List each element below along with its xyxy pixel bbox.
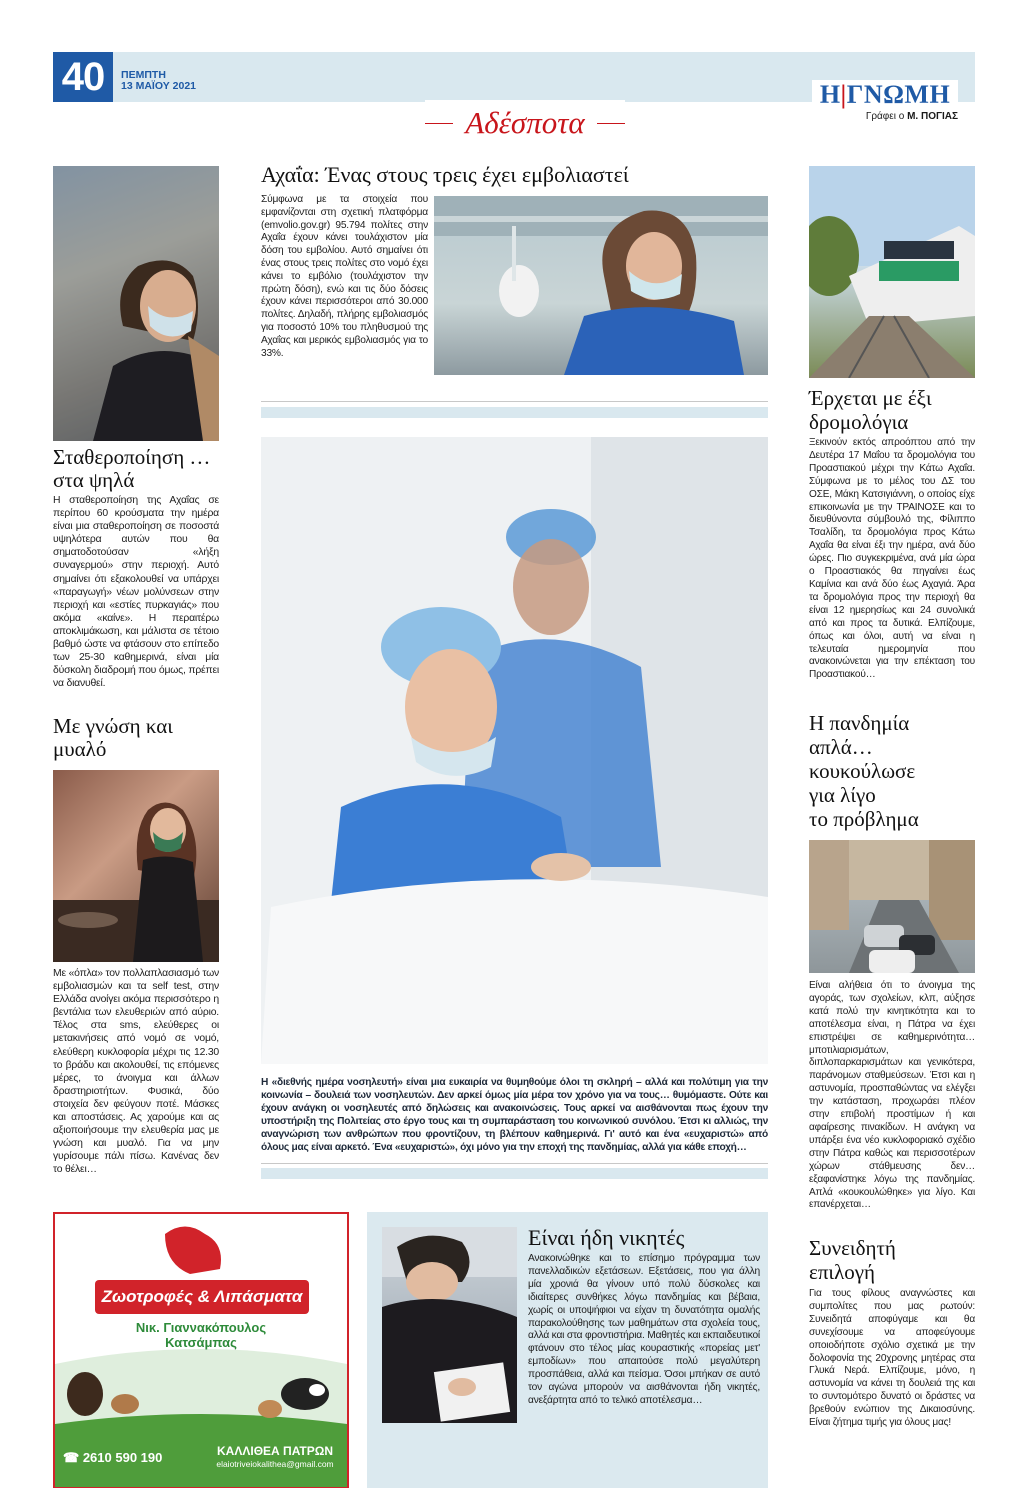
right-art2-body: Είναι αλήθεια ότι το άνοιγμα της αγοράς, των σχολείων, κλπ, αύξησε κατά πολύ την κινητικότητα και το αποτέλεσμα είναι, η Πάτρα να έχει επιστρέψει σε καθημερινότητα… μποτιλιαρισμάτων, διπλοπαρκαρισμάτων και γενικότερα, παράνομων σταθμεύσεων. Έτσι και η αστυνομία, προσπαθώντας να ελέγξει την κατάσταση, προχωράει πλέον στην επιβολή προστίμων ή και αφαίρεσης πινακίδων. Η ανάγκη να υπάρξει ένα νέο κυκλοφοριακό σχέδιο στην Πάτρα καθώς και περισσοτέρων χώρων στάθμευσης δεν… εξαφανίστηκε λόγω της πανδημίας. Απλά «κουκουλώθηκε» για λίγο. Και επανέρχεται… <box>809 980 975 1211</box>
left-art2-body: Με «όπλα» τον πολλαπλασιασμό των εμβολιασμών και τα self test, στην Ελλάδα ανοίγει ακόμα περισσότερο η βεντάλια των ελευθεριών από αύριο. Τέλος στα sms, ελεύθερες οι μετακινήσεις από νομό σε νομό, ελεύθερη κυκλοφορία μέχρι τις 12.30 το βράδυ και ακολουθεί, τις επόμενες μέρες, το άνοιγμα και άλλων δραστηριοτήτων. Φυσικά, δύο στοιχεία δεν φεύγουν ποτέ. Μάσκες και αποστάσεις. Ας χαρούμε και ας αξιοποιήσουμε την ελευθερία μας με γνώση και μυαλό. Για να μην γυρίσουμε πάλι πίσω. Κανένας δεν το θέλει… <box>53 968 219 1176</box>
right-art1-body: Ξεκινούν εκτός απροόπτου από την Δευτέρα 17 Μαΐου τα δρομολόγια του Προαστιακού μέχρι την Κάτω Αχαΐα. Σύμφωνα με το μέλος του ΔΣ του ΟΣΕ, Μάκη Κατσιγιάννη, ο οποίος είχε επικοινωνία με την ΤΡΑΙΝΟΣΕ και το διευθύνοντα σύμβουλό της, Φίλιππο Τσαλίδη, τα δρομολόγια προς Κάτω Αχαΐα θα είναι έξι την ημέρα, ανά δύο ώρες. Πιο συγκεκριμένα, ανά μία ώρα ο Προαστιακός θα πηγαίνει έως Καμίνια και ανά δύο έως Αχαγιά. Άρα τα δρομολόγια προς την περιοχή θα είναι 12 ημερησίως και 24 συνολικά από και προς τα δυτικά. Ελπίζουμε, όπως και όλοι, αυτή να είναι η τελευταία ημερομηνία που ανακοινώνεται για την επέκταση του Προαστιακού… <box>809 437 975 681</box>
page-number: 40 <box>61 55 105 99</box>
ad-shop-name: Ζωοτροφές & Λιπάσματα <box>101 1287 303 1306</box>
right-art3-body: Για τους φίλους αναγνώστες και συμπολίτες που μας ρωτούν: Συνειδητά αποφύγαμε και θα συνεχίσουμε να αποφεύγουμε οποιοδήποτε σχόλιο σχετικά με την δολοφονία της 20χρονης μητέρας στα Γλυκά Νερά. Ελπίζουμε, μόνο, η αστυνομία να κάνει τη δουλειά της και το συντομότερο δυνατό οι δράστες να βρεθούν ενώπιον της Δικαιοσύνης. Είναι ζήτημα τιμής για όλους μας! <box>809 1288 975 1429</box>
ad-phone <box>63 1450 162 1466</box>
center-divider-rule-top <box>261 401 768 402</box>
left-art2-title: Με γνώση και μυαλό <box>53 714 173 761</box>
right-art2-title-line-2: απλά… <box>809 735 873 759</box>
traffic-illustration <box>809 840 975 973</box>
issue-date-text: 13 ΜΑΪΟΥ 2021 <box>121 80 196 92</box>
center-top-body: Σύμφωνα με τα στοιχεία που εμφανίζονται στη σχετική πλατφόρμα (emvolio.gov.gr) 95.794 πολίτες στην Αχαΐα έχουν κάνει τουλάχιστον μία δόση του εμβολίου. Αυτό σημαίνει ότι ένας στους τρεις πολίτες στο νομό έχει κάνει το εμβόλιο (τουλάχιστον την πρώτη δόση), ενώ και τις δύο δόσεις έχουν κάνει περισσότεροι από 30.000 πολίτες. Δηλαδή, πλήρης εμβολιασμός για ποσοστό 10% του πληθυσμού της Αχαΐας και μερικός εμβολιασμός για το 33%. <box>261 194 428 359</box>
nurses-illustration <box>261 437 768 1064</box>
paper-logo-divider-icon: | <box>840 80 847 109</box>
issue-date <box>121 70 196 92</box>
right-art1-title: Έρχεται με έξι δρομολόγια <box>809 386 932 434</box>
woman-mask-illustration <box>53 166 219 441</box>
section-title-rule-left <box>425 123 453 124</box>
paper-logo-right: ΓΝΩΜΗ <box>846 80 951 109</box>
train-illustration <box>809 166 975 378</box>
nurses-hospital-photo <box>261 437 768 1064</box>
right-art2-title-line-4: για λίγο <box>809 783 876 807</box>
byline-prefix: Γράφει ο <box>865 111 905 122</box>
right-art2-title-line-5: το πρόβλημα <box>809 807 919 831</box>
right-art2-title <box>809 711 975 831</box>
phone-icon: ☎ <box>63 1450 80 1465</box>
ad-location: ΚΑΛΛΙΘΕΑ ΠΑΤΡΩΝ <box>217 1444 333 1458</box>
woman-mask-photo <box>53 166 219 441</box>
center-top-title: Αχαΐα: Ένας στους τρεις έχει εμβολιαστεί <box>261 162 629 187</box>
student-exam-photo <box>382 1227 517 1423</box>
exams-body: Ανακοινώθηκε και το επίσημο πρόγραμμα των πανελλαδικών εξετάσεων. Εξετάσεις, που για άλλη μία χρονιά θα γίνουν υπό πολύ δύσκολες και ιδιαίτερες συνθήκες λόγω πανδημίας και βέβαια, χωρίς οι υποψήφιοι να είχαν τη δυνατότητα ομαλής παρακολούθησης των μαθημάτων στα σχολεία τους, αλλά και στα φροντιστήρια. Μαθητές και εκπαιδευτικοί φτάνουν στο τέλος μίας κουραστικής «πορείας μετ' εμποδίων» που απαιτούσε πολύ μεγαλύτερη προσπάθεια, αλλά και πείσμα. Όσοι μπήκαν σε αυτό τον αγώνα μπορούν να αισθάνονται ήδη νικητές, ανεξάρτητα από το τελικό αποτέλεσμα… <box>528 1253 760 1406</box>
patras-traffic-photo <box>809 840 975 973</box>
page-number-box <box>53 52 113 102</box>
nurse-vaccine-illustration <box>434 196 768 375</box>
right-art2-title-line-1: Η πανδημία <box>809 711 910 735</box>
center-divider-band-bottom <box>261 1168 768 1179</box>
paper-logo <box>812 80 958 110</box>
byline-name: Μ. ΠΟΓΙΑΣ <box>907 111 958 122</box>
vaccination-nurse-photo <box>434 196 768 375</box>
left-art1-body: Η σταθεροποίηση της Αχαΐας σε περίπου 60 κρούσματα την ημέρα είναι μια σταθεροποίηση σε ποσοστά υψηλότερα αυτών που θα σηματοδοτούσαν «λήξη συναγερμού» στην περιοχή. Αυτό σημαίνει ότι εξακολουθεί να υπάρχει «παραγωγή» νέων μολύνσεων στην περιοχή και «εστίες πυρκαγιάς» που ακόμα «καίνε». Η περαιτέρω αποκλιμάκωση, και μάλιστα σε τέτοιο βαθμό ώστε να φτάσουν στο επίπεδο των 25-30 καθημερινά, είναι μία δύσκολη διαδρομή που όμως, πρέπει να διανυθεί. <box>53 495 219 690</box>
ad-box <box>53 1212 349 1488</box>
right-art3-title: Συνειδητή επιλογή <box>809 1236 896 1284</box>
left-art1-title: Σταθεροποίηση … στα ψηλά <box>53 445 211 492</box>
ad-shop-name-banner <box>95 1280 309 1314</box>
ad-phone-number: 2610 590 190 <box>82 1450 163 1465</box>
center-divider-band-top <box>261 407 768 418</box>
center-divider-rule-bottom <box>261 1163 768 1164</box>
exams-title: Είναι ήδη νικητές <box>528 1225 685 1250</box>
section-title: Αδέσποτα <box>465 105 585 140</box>
nurses-photo-caption: Η «διεθνής ημέρα νοσηλευτή» είναι μια ευκαιρία να θυμηθούμε όλοι τη σκληρή – αλλά και πολύτιμη για την κοινωνία – δουλειά των νοσηλευτών. Δεν αρκεί όμως μία μέρα τον χρόνο για να τους… θυμόμαστε. Ούτε και έχουν ανάγκη οι νοσηλευτές από δηλώσεις και ανακοινώσεις. Τους αρκεί να αισθάνονται πως έχουν την υποστήριξη της Πολιτείας στο έργο τους και τη συμπαράσταση του κοινωνικού συνόλου. Έτσι κι αλλιώς, την αναγνώριση των ανθρώπων που φροντίζουν, τη βλέπουν καθημερινά. Γι' αυτό και ένα «ευχαριστώ» από όλους μας είναι αρκετό. Ένα «ευχαριστώ», όχι μόνο για την εποχή της πανδημίας, αλλά για κάθε εποχή… <box>261 1077 768 1153</box>
waitress-illustration <box>53 770 219 962</box>
suburban-train-photo <box>809 166 975 378</box>
student-illustration <box>382 1227 517 1423</box>
byline <box>812 111 958 122</box>
waitress-photo <box>53 770 219 962</box>
ad-owner-2: Κατσάμπας <box>165 1335 237 1350</box>
ad-owner: Νικ. Γιαννακόπουλος <box>135 1320 267 1335</box>
paper-logo-left: Η <box>819 80 841 109</box>
ad-email[interactable]: elaiotriveiokalithea@gmail.com <box>216 1459 334 1469</box>
issue-day: ΠΕΜΠΤΗ <box>121 69 166 81</box>
right-art2-title-line-3: κουκούλωσε <box>809 759 916 783</box>
section-title-rule-right <box>597 123 625 124</box>
